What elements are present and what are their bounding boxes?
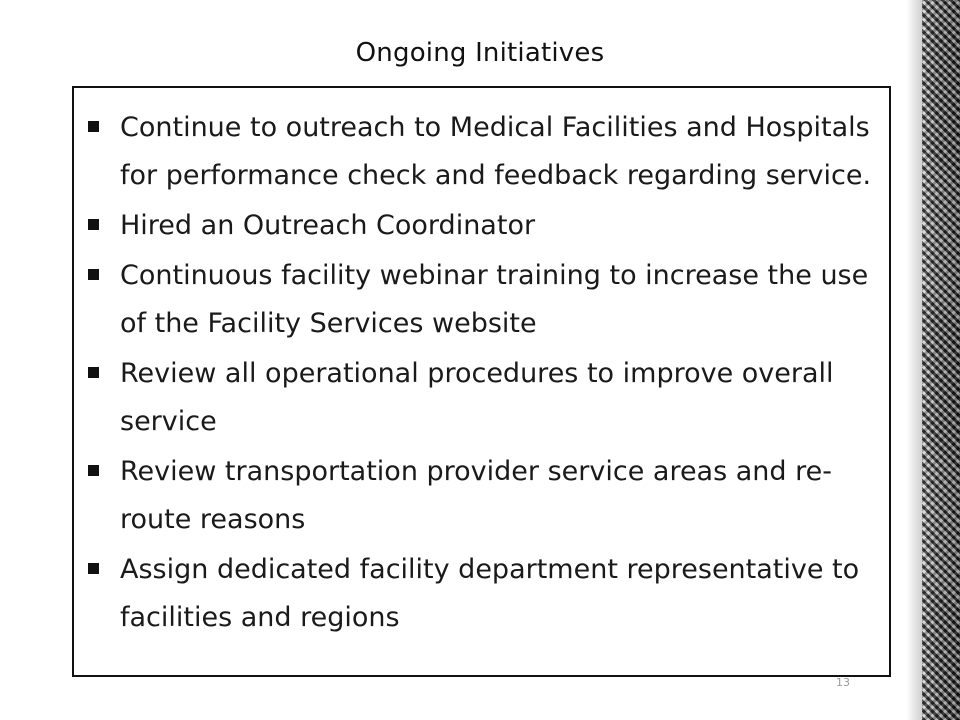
square-bullet-icon	[88, 465, 99, 476]
bullet-item	[88, 252, 875, 348]
bullet-text: Continuous facility webinar training to increase the use of the Facility Services website	[120, 260, 869, 339]
bullet-item	[88, 104, 875, 200]
square-bullet-icon	[88, 219, 99, 230]
square-bullet-icon	[88, 563, 99, 574]
slide-title: Ongoing Initiatives	[355, 38, 605, 68]
bullet-text: Hired an Outreach Coordinator	[120, 210, 536, 241]
content-box	[72, 86, 891, 677]
square-bullet-icon	[88, 367, 99, 378]
bullet-text: Review all operational procedures to improve overall service	[120, 358, 834, 437]
decorative-edge-strip	[922, 0, 960, 720]
bullet-item	[88, 350, 875, 446]
bullet-text: Review transportation provider service areas and re-route reasons	[120, 456, 832, 535]
decorative-edge-fade	[906, 0, 922, 720]
bullet-item	[88, 202, 875, 250]
bullet-list	[74, 88, 889, 642]
bullet-text: Assign dedicated facility department representative to facilities and regions	[120, 554, 860, 633]
square-bullet-icon	[88, 121, 99, 132]
page-number: 13	[836, 676, 850, 689]
bullet-item	[88, 448, 875, 544]
square-bullet-icon	[88, 269, 99, 280]
bullet-text: Continue to outreach to Medical Facilities and Hospitals for performance check and feedback regarding service.	[120, 112, 872, 191]
bullet-item	[88, 546, 875, 642]
